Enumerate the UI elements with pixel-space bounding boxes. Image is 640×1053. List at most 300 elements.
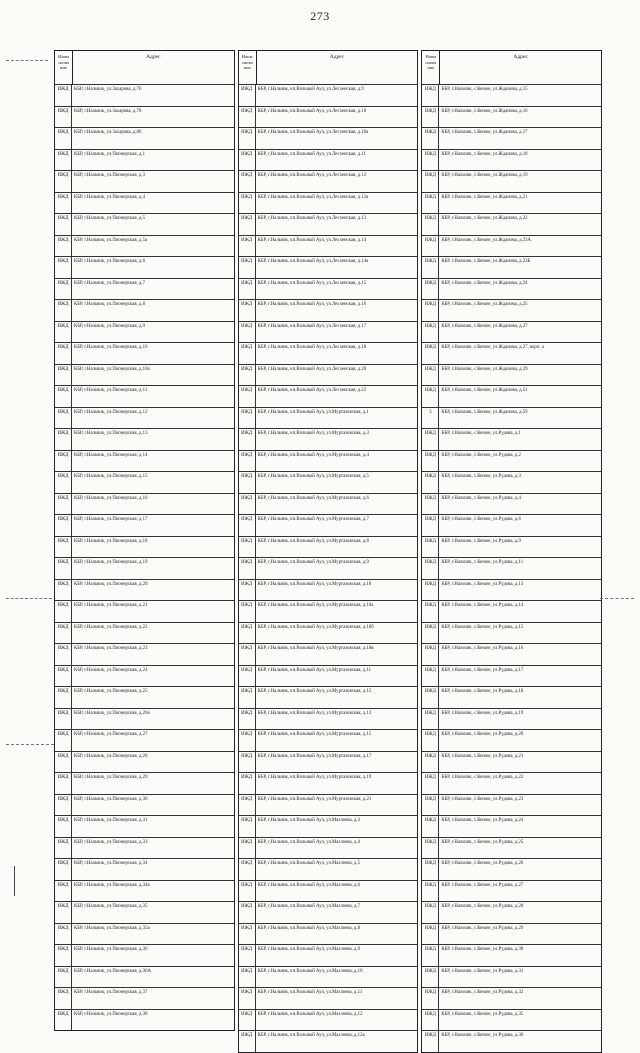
type-cell: ИЖД [239, 558, 256, 579]
address-cell: КБР, г.Нальчик, ул.Пионерская, д.10 [74, 345, 148, 350]
register-column [238, 50, 419, 1053]
table-row [55, 622, 234, 644]
table-row [239, 837, 418, 859]
table-row [422, 514, 601, 536]
address-cell: КБР, г.Нальчик, кп.Вольный Аул, ул.Мазлоева, д.7 [257, 904, 361, 909]
type-cell: ИЖД [55, 967, 72, 988]
address-cell: КБР, г.Нальчик, с.Кенже, ул.Жданова, д.59 [441, 409, 528, 415]
table-row [422, 751, 601, 773]
table-row [55, 987, 234, 1009]
address-cell: КБР, г.Нальчик, с.Кенже, ул.Жданова, д.29 [441, 366, 528, 372]
type-cell: ИЖД [422, 1010, 439, 1031]
type-cell: ИЖД [239, 193, 256, 214]
address-cell: КБР, г.Нальчик, ул.Пионерская, д.5 [74, 216, 146, 221]
table-row [422, 256, 601, 278]
table-row [239, 192, 418, 214]
address-cell: КБР, г.Нальчик, ул.Пионерская, д.21 [74, 603, 148, 608]
table-row [239, 665, 418, 687]
address-cell: КБР, г.Нальчик, ул.Пионерская, д.3 [74, 173, 146, 178]
margin-mark [6, 598, 52, 599]
address-cell: КБР, г.Нальчик, с.Кенже, ул.Жданова, д.27, корп. а [441, 345, 544, 350]
address-cell: КБР, г.Нальчик, кп.Вольный Аул, ул.Мазлоева, д.8 [257, 925, 361, 931]
address-cell: КБР, г.Нальчик, с.Кенже, ул.Рудова, д.13 [441, 581, 524, 587]
type-cell: ИЖД [239, 580, 256, 601]
address-cell: КБР, г.Нальчик, кп.Вольный Аул, ул.Муртазовская, д.11 [257, 667, 372, 673]
address-cell: КБР, г.Нальчик, кп.Вольный Аул, ул.Лесхенская, д.14 [257, 237, 367, 243]
table-row [55, 944, 234, 966]
type-cell: ИЖД [55, 666, 72, 687]
type-cell: ИЖД [422, 343, 439, 364]
table-row [239, 987, 418, 1009]
table-row [239, 923, 418, 945]
type-cell: ИЖД [239, 515, 256, 536]
address-cell: КБР, г.Нальчик, с.Кенже, ул.Рудова, д.29 [441, 925, 524, 931]
type-cell: ИЖД [55, 343, 72, 364]
table-row [55, 600, 234, 622]
table-row [422, 837, 601, 859]
table-row [55, 708, 234, 730]
type-cell: ИЖД [422, 193, 439, 214]
address-cell: КБР, г.Нальчик, ул.Пионерская, д.37 [74, 990, 148, 995]
type-cell: ИЖД [55, 838, 72, 859]
address-cell: КБР, г.Нальчик, с.Кенже, ул.Рудова, д.14 [441, 603, 524, 608]
address-column-header: Адрес [146, 54, 161, 60]
table-row [55, 213, 234, 235]
type-column-header: Наим снова ние [422, 51, 440, 84]
type-cell: ИЖД [55, 429, 72, 450]
table-row [55, 686, 234, 708]
table-row [422, 944, 601, 966]
table-row [239, 815, 418, 837]
table-row [239, 514, 418, 536]
type-cell: ИЖД [422, 515, 439, 536]
type-cell: ИЖД [55, 902, 72, 923]
table-row [239, 235, 418, 257]
type-cell: ИЖД [239, 150, 256, 171]
address-cell: КБР, г.Нальчик, кп.Вольный Аул, ул.Лесхенская, д.13 [257, 216, 367, 221]
table-row [422, 450, 601, 472]
type-cell: ИЖД [239, 687, 256, 708]
table-row [239, 385, 418, 407]
page-number: 273 [310, 9, 330, 23]
address-cell: КБР, г.Нальчик, кп.Вольный Аул, ул.Муртазовская, д.13 [257, 710, 372, 716]
table-row [239, 364, 418, 386]
table-row [422, 772, 601, 794]
type-cell: ИЖД [422, 730, 439, 751]
type-cell: ИЖД [239, 343, 256, 364]
type-cell: ИЖД [55, 988, 72, 1009]
address-register [54, 50, 602, 1053]
table-row [422, 923, 601, 945]
table-row [239, 84, 418, 106]
address-cell: КБР, г.Нальчик, с.Кенже, ул.Жданова, д.19 [441, 173, 528, 178]
address-cell: КБР, г.Нальчик, кп.Вольный Аул, ул.Мазлоева, д.10 [257, 968, 363, 974]
type-cell: ИЖД [422, 300, 439, 321]
address-cell: КБР, г.Нальчик, кп.Вольный Аул, ул.Лесхенская, д.12 [257, 173, 367, 178]
table-row [239, 278, 418, 300]
type-cell: ИЖД [239, 300, 256, 321]
table-row [239, 321, 418, 343]
type-cell: ИЖД [55, 816, 72, 837]
address-cell: КБР, г.Нальчик, ул.Пионерская, д.24 [74, 667, 148, 673]
type-cell: ИЖД [55, 386, 72, 407]
type-cell: ИЖД [422, 1031, 439, 1052]
type-cell: ИЖД [239, 945, 256, 966]
address-cell: КБР, г.Нальчик, ул.Пионерская, д.10а [74, 366, 150, 372]
table-row [239, 643, 418, 665]
table-row [422, 385, 601, 407]
table-row [422, 1030, 601, 1052]
address-cell: КБР, г.Нальчик, ул.Захарова, д.76 [74, 87, 142, 92]
address-cell: КБР, г.Нальчик, с.Кенже, ул.Жданова, д.15 [441, 87, 528, 92]
table-row [422, 987, 601, 1009]
address-cell: КБР, г.Нальчик, кп.Вольный Аул, ул.Муртазовская, д.10 [257, 581, 372, 587]
table-row [422, 686, 601, 708]
margin-mark [6, 744, 54, 745]
table-row [422, 665, 601, 687]
table-row [55, 815, 234, 837]
table-row [239, 751, 418, 773]
address-cell: КБР, г.Нальчик, ул.Пионерская, д.33 [74, 839, 148, 845]
type-cell: ИЖД [55, 365, 72, 386]
address-cell: КБР, г.Нальчик, ул.Пионерская, д.31 [74, 818, 148, 823]
table-row [55, 751, 234, 773]
table-row [55, 450, 234, 472]
table-row [422, 600, 601, 622]
address-cell: КБР, г.Нальчик, ул.Пионерская, д.28 [74, 753, 148, 759]
type-cell: ИЖД [55, 881, 72, 902]
type-cell: ИЖД [239, 85, 256, 106]
address-cell: КБР, г.Нальчик, кп.Вольный Аул, ул.Мазлоева, д.6 [257, 882, 361, 888]
table-row [55, 84, 234, 106]
type-cell: ИЖД [239, 279, 256, 300]
address-cell: КБР, г.Нальчик, кп.Вольный Аул, ул.Мазлоева, д.12а [257, 1033, 365, 1038]
type-cell: ИЖД [422, 881, 439, 902]
type-cell: ИЖД [55, 193, 72, 214]
address-cell: КБР, г.Нальчик, с.Кенже, ул.Жданова, д.16 [441, 108, 528, 114]
table-row [55, 901, 234, 923]
table-row [55, 665, 234, 687]
address-cell: КБР, г.Нальчик, с.Кенже, ул.Рудова, д.9 [441, 538, 521, 544]
table-row [55, 514, 234, 536]
address-cell: КБР, г.Нальчик, с.Кенже, ул.Рудова, д.32 [441, 990, 524, 995]
type-cell: ИЖД [422, 279, 439, 300]
table-row [422, 536, 601, 558]
address-cell: КБР, г.Нальчик, ул.Пионерская, д.1 [74, 151, 146, 157]
table-row [422, 170, 601, 192]
type-cell: ИЖД [55, 773, 72, 794]
type-cell: ИЖД [422, 107, 439, 128]
table-row [422, 1009, 601, 1031]
type-cell: ИЖД [55, 537, 72, 558]
address-cell: КБР, г.Нальчик, с.Кенже, ул.Рудова, д.23 [441, 796, 524, 802]
type-cell: ИЖД [422, 128, 439, 149]
table-row [55, 106, 234, 128]
table-row [239, 686, 418, 708]
address-cell: КБР, г.Нальчик, кп.Вольный Аул, ул.Лесхенская, д.10 [257, 108, 367, 114]
address-cell: КБР, г.Нальчик, с.Кенже, ул.Рудова, д.18 [441, 689, 524, 694]
table-body [238, 84, 419, 1053]
type-cell: ИЖД [422, 171, 439, 192]
margin-mark [14, 866, 15, 896]
type-cell: ИЖД [239, 365, 256, 386]
address-cell: КБР, г.Нальчик, ул.Пионерская, д.7 [74, 280, 146, 286]
table-row [55, 579, 234, 601]
type-cell: ИЖД [422, 494, 439, 515]
table-row [422, 321, 601, 343]
table-row [55, 1009, 234, 1031]
type-cell: ИЖД [55, 236, 72, 257]
address-cell: КБР, г.Нальчик, кп.Вольный Аул, ул.Муртазовская, д.1 [257, 409, 369, 415]
type-cell: ИЖД [55, 730, 72, 751]
type-cell: ИЖД [422, 537, 439, 558]
table-row [422, 299, 601, 321]
address-cell: КБР, г.Нальчик, ул.Пионерская, д.17 [74, 517, 148, 522]
type-column-header: Наим снова ние [239, 51, 257, 84]
table-row [55, 407, 234, 429]
table-row [422, 342, 601, 364]
table-row [55, 342, 234, 364]
table-row [239, 407, 418, 429]
table-row [239, 729, 418, 751]
address-cell: КБР, г.Нальчик, кп.Вольный Аул, ул.Муртазовская, д.4 [257, 452, 369, 458]
address-cell: КБР, г.Нальчик, кп.Вольный Аул, ул.Лесхенская, д.15 [257, 280, 367, 286]
type-cell: ИЖД [422, 666, 439, 687]
type-cell: ИЖД [55, 558, 72, 579]
address-cell: КБР, г.Нальчик, с.Кенже, ул.Рудова, д.36 [441, 1033, 524, 1038]
table-row [422, 901, 601, 923]
table-header [421, 50, 602, 84]
address-cell: КБР, г.Нальчик, ул.Пионерская, д.35 [74, 904, 148, 909]
table-header [238, 50, 419, 84]
address-cell: КБР, г.Нальчик, ул.Пионерская, д.30 [74, 796, 148, 802]
address-cell: КБР, г.Нальчик, кп.Вольный Аул, ул.Лесхенская, д.16 [257, 302, 367, 307]
type-cell: ИЖД [422, 257, 439, 278]
address-cell: КБР, г.Нальчик, кп.Вольный Аул, ул.Муртазовская, д.19 [257, 775, 372, 780]
address-cell: КБР, г.Нальчик, кп.Вольный Аул, ул.Лесхенская, д.14а [257, 259, 369, 264]
type-cell: ИЖД [239, 967, 256, 988]
address-cell: КБР, г.Нальчик, с.Кенже, ул.Рудова, д.2 [441, 452, 521, 458]
table-row [422, 407, 601, 429]
type-cell: ИЖД [55, 322, 72, 343]
type-cell: ИЖД [239, 902, 256, 923]
type-cell: ИЖД [55, 1010, 72, 1031]
address-cell: КБР, г.Нальчик, ул.Пионерская, д.6 [74, 259, 146, 264]
table-row [422, 858, 601, 880]
type-cell: ИЖД [422, 644, 439, 665]
table-row [55, 170, 234, 192]
table-row [239, 536, 418, 558]
address-cell: КБР, г.Нальчик, кп.Вольный Аул, ул.Мазлоева, д.9 [257, 947, 361, 952]
table-row [55, 364, 234, 386]
address-cell: КБР, г.Нальчик, ул.Пионерская, д.8 [74, 302, 146, 307]
table-row [55, 192, 234, 214]
address-cell: КБР, г.Нальчик, кп.Вольный Аул, ул.Лесхенская, д.22 [257, 388, 367, 393]
address-cell: КБР, г.Нальчик, кп.Вольный Аул, ул.Муртазовская, д.8 [257, 538, 369, 544]
type-cell: ИЖД [422, 214, 439, 235]
address-cell: КБР, г.Нальчик, ул.Пионерская, д.36А [74, 968, 151, 974]
address-cell: КБР, г.Нальчик, кп.Вольный Аул, ул.Муртазовская, д.6 [257, 495, 369, 501]
table-row [55, 299, 234, 321]
table-row [422, 213, 601, 235]
type-cell: ИЖД [422, 988, 439, 1009]
table-row [239, 149, 418, 171]
table-row [422, 84, 601, 106]
table-row [239, 256, 418, 278]
table-row [55, 923, 234, 945]
address-cell: КБР, г.Нальчик, с.Кенже, ул.Рудова, д.28 [441, 904, 524, 909]
address-cell: КБР, г.Нальчик, с.Кенже, ул.Рудова, д.30 [441, 947, 524, 952]
table-row [239, 966, 418, 988]
table-row [422, 149, 601, 171]
table-row [55, 557, 234, 579]
address-cell: КБР, г.Нальчик, ул.Захарова, д.78 [74, 108, 142, 114]
address-cell: КБР, г.Нальчик, с.Кенже, ул.Жданова, д.23Б [441, 259, 531, 264]
address-cell: КБР, г.Нальчик, с.Кенже, ул.Рудова, д.1 [441, 431, 521, 436]
table-row [239, 708, 418, 730]
address-cell: КБР, г.Нальчик, с.Кенже, ул.Рудова, д.21 [441, 753, 524, 759]
address-cell: КБР, г.Нальчик, ул.Пионерская, д.34а [74, 882, 150, 888]
table-row [55, 278, 234, 300]
address-cell: КБР, г.Нальчик, с.Кенже, ул.Рудова, д.15 [441, 624, 524, 630]
type-cell: ИЖД [239, 881, 256, 902]
address-cell: КБР, г.Нальчик, с.Кенже, ул.Жданова, д.21 [441, 194, 528, 200]
type-cell: ИЖД [55, 279, 72, 300]
type-cell: ИЖД [422, 386, 439, 407]
type-cell: ИЖД [422, 580, 439, 601]
table-row [239, 622, 418, 644]
type-cell: ИЖД [422, 709, 439, 730]
table-body [421, 84, 602, 1053]
address-cell: КБР, г.Нальчик, с.Кенже, ул.Рудова, д.31 [441, 968, 524, 974]
type-cell: ИЖД [422, 967, 439, 988]
address-cell: КБР, г.Нальчик, с.Кенже, ул.Рудова, д.4 [441, 495, 521, 501]
type-cell: ИЖД [239, 795, 256, 816]
type-cell: ИЖД [239, 666, 256, 687]
table-row [55, 880, 234, 902]
type-cell: ИЖД [55, 515, 72, 536]
type-cell: ИЖД [55, 214, 72, 235]
type-cell: ИЖД [422, 795, 439, 816]
address-cell: КБР, г.Нальчик, с.Кенже, ул.Жданова, д.18 [441, 151, 528, 157]
table-row [239, 493, 418, 515]
type-cell: ИЖД [239, 257, 256, 278]
type-cell: ИЖД [55, 171, 72, 192]
type-cell: ИЖД [239, 429, 256, 450]
table-row [239, 299, 418, 321]
type-cell: ИЖД [239, 537, 256, 558]
address-cell: КБР, г.Нальчик, ул.Пионерская, д.34 [74, 861, 148, 866]
address-cell: КБР, г.Нальчик, ул.Пионерская, д.26а [74, 710, 150, 716]
type-cell: ИЖД [422, 85, 439, 106]
type-cell: ИЖД [55, 408, 72, 429]
address-cell: КБР, г.Нальчик, с.Кенже, ул.Рудова, д.22 [441, 775, 524, 780]
address-cell: КБР, г.Нальчик, кп.Вольный Аул, ул.Мазлоева, д.4 [257, 839, 361, 845]
type-cell: ИЖД [422, 773, 439, 794]
type-cell: ИЖД [239, 644, 256, 665]
type-cell: ИЖД [55, 150, 72, 171]
address-cell: КБР, г.Нальчик, кп.Вольный Аул, ул.Мазлоева, д.11 [257, 990, 363, 995]
type-cell: ИЖД [422, 687, 439, 708]
address-cell: КБР, г.Нальчик, кп.Вольный Аул, ул.Лесхенская, д.10а [257, 130, 369, 135]
type-cell: ИЖД [422, 322, 439, 343]
table-row [239, 213, 418, 235]
table-row [239, 880, 418, 902]
address-cell: КБР, г.Нальчик, кп.Вольный Аул, ул.Муртазовская, д.12 [257, 689, 372, 694]
address-cell: КБР, г.Нальчик, с.Кенже, ул.Жданова, д.22 [441, 216, 528, 221]
table-row [239, 127, 418, 149]
address-cell: КБР, г.Нальчик, с.Кенже, ул.Жданова, д.23А [441, 237, 532, 243]
address-cell: КБР, г.Нальчик, кп.Вольный Аул, ул.Муртазовская, д.10в [257, 646, 374, 651]
address-cell: КБР, г.Нальчик, ул.Пионерская, д.12 [74, 409, 148, 415]
table-row [55, 256, 234, 278]
address-cell: КБР, г.Нальчик, ул.Пионерская, д.35а [74, 925, 150, 931]
address-cell: КБР, г.Нальчик, ул.Пионерская, д.36 [74, 947, 148, 952]
address-cell: КБР, г.Нальчик, кп.Вольный Аул, ул.Лесхенская, д.17 [257, 323, 367, 329]
type-cell: ИЖД [239, 408, 256, 429]
table-row [422, 794, 601, 816]
table-row [55, 127, 234, 149]
type-column-header: Наим снова ние [55, 51, 73, 84]
address-cell: КБР, г.Нальчик, ул.Пионерская, д.25 [74, 689, 148, 694]
table-row [422, 235, 601, 257]
type-cell: ИЖД [55, 601, 72, 622]
table-row [239, 1030, 418, 1052]
address-cell: КБР, г.Нальчик, с.Кенже, ул.Рудова, д.27 [441, 882, 524, 888]
type-cell: ИЖД [55, 644, 72, 665]
table-row [422, 729, 601, 751]
type-cell: ИЖД [55, 451, 72, 472]
address-cell: КБР, г.Нальчик, ул.Пионерская, д.13 [74, 431, 148, 436]
address-cell: КБР, г.Нальчик, ул.Пионерская, д.11 [74, 388, 148, 393]
type-cell: ИЖД [239, 128, 256, 149]
table-row [55, 321, 234, 343]
table-row [422, 278, 601, 300]
address-cell: КБР, г.Нальчик, с.Кенже, ул.Рудова, д.17 [441, 667, 524, 673]
address-cell: КБР, г.Нальчик, ул.Пионерская, д.38 [74, 1011, 148, 1017]
table-header [54, 50, 235, 84]
type-cell: ИЖД [422, 623, 439, 644]
table-row [239, 170, 418, 192]
table-row [422, 364, 601, 386]
type-cell: ИЖД [239, 107, 256, 128]
table-row [239, 450, 418, 472]
type-cell: ИЖД [55, 107, 72, 128]
table-row [239, 106, 418, 128]
address-cell: КБР, г.Нальчик, кп.Вольный Аул, ул.Муртазовская, д.9 [257, 560, 369, 565]
address-cell: КБР, г.Нальчик, кп.Вольный Аул, ул.Мазлоева, д.3 [257, 818, 361, 823]
type-cell: ИЖД [239, 322, 256, 343]
type-cell: ИЖД [55, 924, 72, 945]
address-cell: КБР, г.Нальчик, кп.Вольный Аул, ул.Мазлоева, д.12 [257, 1011, 363, 1017]
type-cell: ИЖД [55, 795, 72, 816]
address-cell: КБР, г.Нальчик, кп.Вольный Аул, ул.Муртазовская, д.15 [257, 732, 372, 737]
address-cell: КБР, г.Нальчик, ул.Пионерская, д.22 [74, 624, 148, 630]
table-row [55, 471, 234, 493]
type-cell: ИЖД [239, 386, 256, 407]
type-cell: ИЖД [239, 838, 256, 859]
register-column [54, 50, 235, 1053]
type-cell: ИЖД [239, 730, 256, 751]
address-cell: КБР, г.Нальчик, кп.Вольный Аул, ул.Лесхенская, д.20 [257, 366, 367, 372]
table-row [55, 149, 234, 171]
table-row [422, 966, 601, 988]
address-cell: КБР, г.Нальчик, с.Кенже, ул.Рудова, д.16 [441, 646, 524, 651]
address-cell: КБР, г.Нальчик, с.Кенже, ул.Рудова, д.35 [441, 1011, 524, 1017]
address-cell: КБР, г.Нальчик, с.Кенже, ул.Рудова, д.6 [441, 517, 521, 522]
type-cell: ИЖД [55, 472, 72, 493]
table-row [422, 579, 601, 601]
